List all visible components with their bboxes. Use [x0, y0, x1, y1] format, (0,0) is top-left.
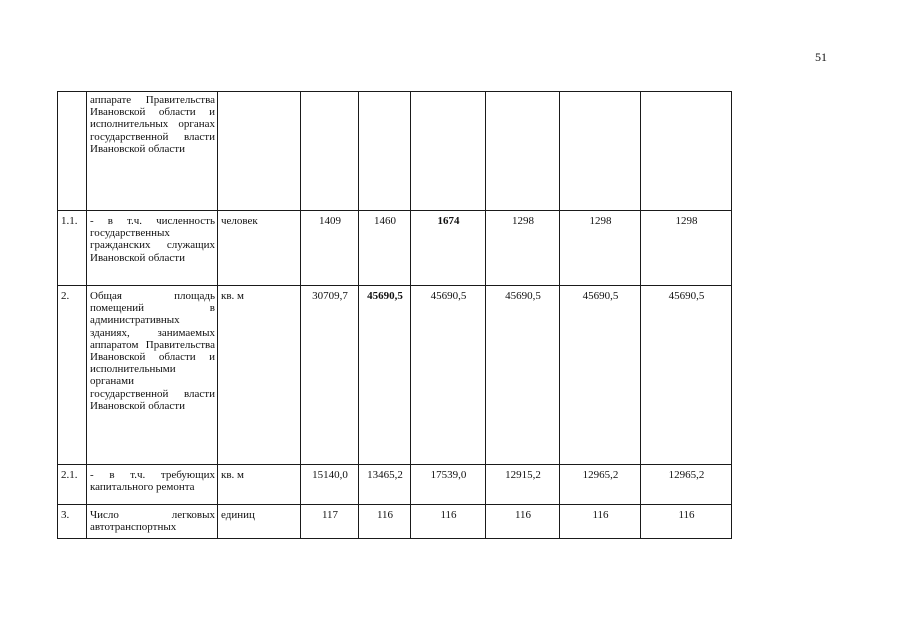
row-index — [58, 92, 87, 211]
table-row — [58, 505, 732, 539]
row-unit: человек — [218, 211, 301, 286]
row-unit: кв. м — [218, 465, 301, 505]
value-cell — [411, 92, 486, 211]
value-cell: 116 — [641, 505, 732, 539]
row-index: 1.1. — [58, 211, 87, 286]
value-cell: 116 — [411, 505, 486, 539]
row-index: 2. — [58, 286, 87, 465]
value-cell: 1674 — [411, 211, 486, 286]
value-cell: 15140,0 — [301, 465, 359, 505]
row-description: аппарате Правительства Ивановской области и исполнительных органах государственной власти Ивановской области — [87, 92, 218, 211]
value-cell: 45690,5 — [359, 286, 411, 465]
value-cell: 45690,5 — [641, 286, 732, 465]
value-cell: 1298 — [486, 211, 560, 286]
table-row — [58, 92, 732, 211]
value-cell: 45690,5 — [411, 286, 486, 465]
row-description: Общая площадь помещений в административных зданиях, занимаемых аппаратом Правительства Ивановской области и исполнительными органами государственной власти Ивановской области — [87, 286, 218, 465]
value-cell: 1460 — [359, 211, 411, 286]
value-cell: 30709,7 — [301, 286, 359, 465]
page-number: 51 — [815, 50, 827, 64]
row-unit: кв. м — [218, 286, 301, 465]
value-cell: 1298 — [560, 211, 641, 286]
value-cell — [641, 92, 732, 211]
value-cell: 1409 — [301, 211, 359, 286]
value-cell: 116 — [560, 505, 641, 539]
value-cell: 116 — [359, 505, 411, 539]
row-unit — [218, 92, 301, 211]
value-cell: 117 — [301, 505, 359, 539]
value-cell — [560, 92, 641, 211]
table-row — [58, 286, 732, 465]
value-cell: 12965,2 — [560, 465, 641, 505]
value-cell: 45690,5 — [560, 286, 641, 465]
indicators-table — [57, 91, 732, 539]
value-cell: 45690,5 — [486, 286, 560, 465]
value-cell: 116 — [486, 505, 560, 539]
table-row — [58, 211, 732, 286]
row-index: 3. — [58, 505, 87, 539]
table-row — [58, 465, 732, 505]
row-description: Число легковых автотранспортных — [87, 505, 218, 539]
value-cell: 12965,2 — [641, 465, 732, 505]
row-unit: единиц — [218, 505, 301, 539]
row-index: 2.1. — [58, 465, 87, 505]
value-cell: 12915,2 — [486, 465, 560, 505]
row-description: - в т.ч. требующих капитального ремонта — [87, 465, 218, 505]
value-cell: 1298 — [641, 211, 732, 286]
value-cell: 13465,2 — [359, 465, 411, 505]
value-cell — [486, 92, 560, 211]
value-cell — [359, 92, 411, 211]
row-description: - в т.ч. численность государственных гражданских служащих Ивановской области — [87, 211, 218, 286]
value-cell: 17539,0 — [411, 465, 486, 505]
value-cell — [301, 92, 359, 211]
